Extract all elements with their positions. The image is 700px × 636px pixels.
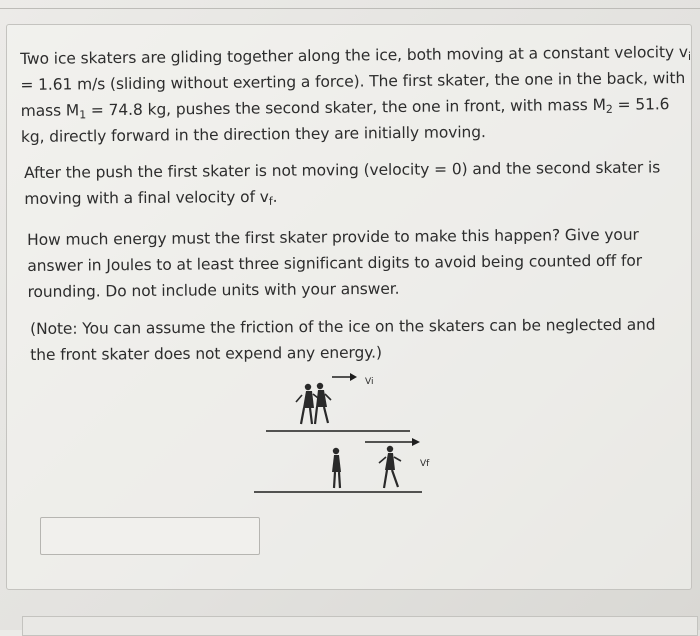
after-push-paragraph: After the push the first skater is not moving (velocity = 0) and the second skater is moving with a final velocity of $v_f$. [24, 158, 661, 208]
velocity-arrow-initial [332, 373, 357, 381]
note-paragraph: (Note: You can assume the friction of the ice on the skaters can be neglected and the front skater does not expend any energy.) [30, 315, 656, 364]
top-divider [0, 8, 700, 9]
skaters-separated-figure [332, 446, 401, 488]
skaters-diagram [240, 362, 440, 502]
next-question-box [22, 616, 698, 636]
question-paragraph: How much energy must the first skater provide to make this happen? Give your answer in Joules to at least three significant digits to avoid being counted off for rounding. Do not include units with your answer. [27, 225, 643, 301]
problem-paragraph: Two ice skaters are gliding together along the ice, both moving at a constant velocity $v_i = 1.61$ m/s (sliding without exerting a force). The first skater, the one in the back, with mass $M_1 = 74.8$ kg, pushes the second skater, the one in front, with mass $M_2 = 51.6$ kg, directly forward in the direction they are initially moving. [20, 43, 691, 146]
vi-label: Vi [365, 377, 374, 387]
vf-label: Vf [420, 459, 430, 469]
skaters-together-figure [296, 383, 331, 424]
velocity-arrow-final [365, 438, 420, 446]
answer-input[interactable] [40, 517, 260, 555]
